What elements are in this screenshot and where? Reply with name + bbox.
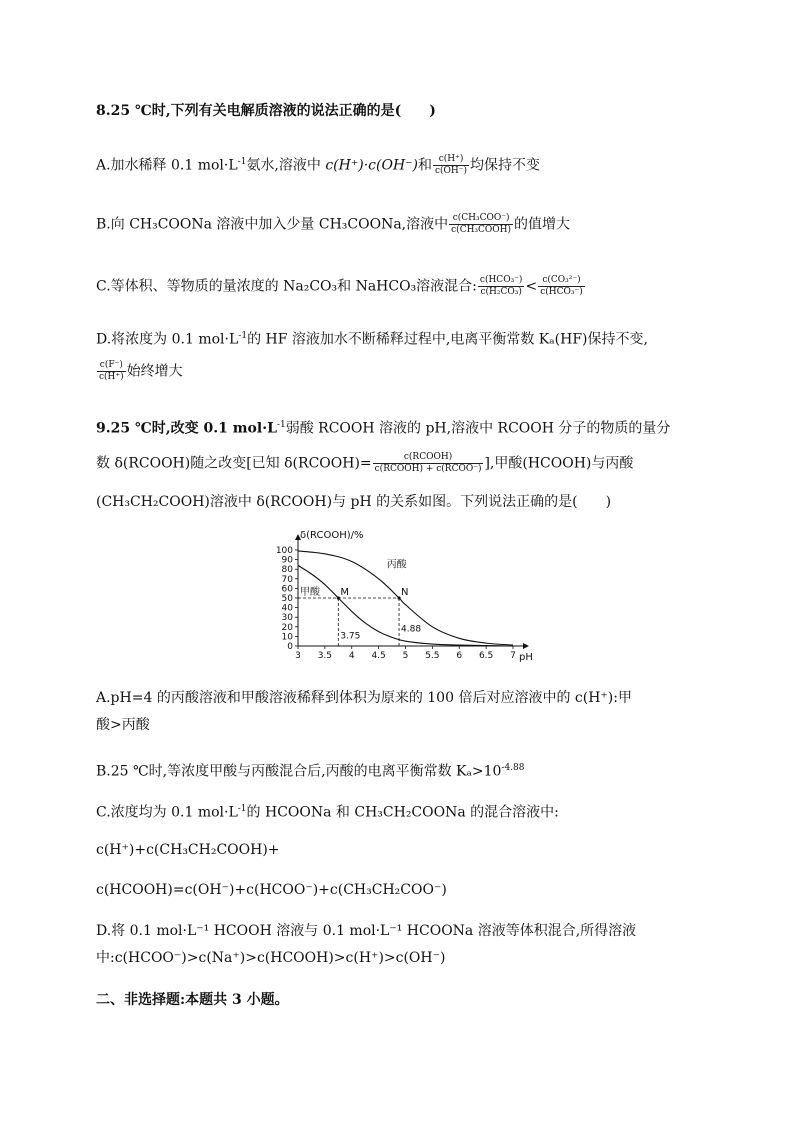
point-n-label: N (401, 587, 409, 598)
fraction: $\frac{c(H^+)}{c(OH^-)}$ (435, 154, 468, 177)
x-tick-label: 5.5 (425, 651, 440, 661)
q9-option-b: B.25 ℃时,等浓度甲酸与丙酸混合后,丙酸的电离平衡常数 $K_a>10^{-4.88}$ (96, 763, 525, 780)
x-tick-label: 3 (295, 651, 301, 661)
y-tick-label: 10 (281, 632, 293, 643)
series-label-formic: 甲酸 (300, 587, 320, 599)
x-tick-label: 4.5 (371, 651, 386, 661)
q9-option-d-line1: D.将 0.1 mol·L⁻¹ HCOOH 溶液与 0.1 mol·L⁻¹ HCOONa 溶液等体积混合,所得溶液 (96, 923, 637, 939)
y-tick-label: 20 (281, 622, 293, 633)
y-axis-label: δ(RCOOH)/% (300, 530, 364, 541)
q9-option-d-line2: 中:c(HCOO⁻)>c(Na⁺)>c(HCOOH)>c(H⁺)>c(OH⁻) (96, 950, 446, 966)
y-tick-label: 70 (281, 574, 293, 585)
question-9-stem-line2: 数 δ(RCOOH)随之改变[已知 δ(RCOOH)= $\frac{\text{c(RCOOH)}}{\text{c(RCOOH) + c(RCOO⁻)}}$ ],甲酸(HCOOH)与丙酸 (96, 452, 634, 474)
y-tick-label: 80 (281, 565, 293, 576)
point-m-label: M (340, 587, 349, 598)
q9-option-a-line2: 酸>丙酸 (96, 717, 150, 733)
x-axis-arrow-icon (523, 643, 529, 649)
q8-option-c: C.等体积、等物质的量浓度的 Na₂CO₃和 NaHCO₃溶液混合: $\frac{\text{c(HCO₃⁻)}}{\text{c(H₂CO₃)}}$ < $\frac{\text{c(CO₃²⁻)}}{\text{c(HCO₃⁻)}}$ (96, 275, 583, 297)
q9-option-c-line3: c(HCOOH)=c(OH⁻)+c(HCOO⁻)+c(CH₃CH₂COO⁻) (96, 882, 447, 898)
q9-option-c-line1: C.浓度均为 0.1 $mol\cdot L^{-1}$的 HCOONa 和 CH₃CH₂COONa 的混合溶液中: (96, 804, 559, 821)
series-label-propionic: 丙酸 (386, 559, 407, 571)
question-9-stem-line3: (CH₃CH₂COOH)溶液中 δ(RCOOH)与 pH 的关系如图。下列说法正确的是( ) (96, 494, 612, 510)
q8-option-b: B.向 CH₃COONa 溶液中加入少量 CH₃COONa,溶液中 $\frac{\text{c(CH₃COO⁻)}}{\text{c(CH₃COOH)}}$ 的值增大 (96, 213, 571, 235)
annotation-4-88: 4.88 (401, 624, 422, 635)
q9-option-c-line2: c(H⁺)+c(CH₃CH₂COOH)+ (96, 842, 280, 858)
y-tick-label: 50 (281, 594, 293, 604)
fraction: $\frac{\text{c(RCOOH)}}{\text{c(RCOOH) + c(RCOO⁻)}}$ (374, 452, 482, 474)
x-tick-label: 5 (402, 651, 409, 661)
annotation-3-75: 3.75 (340, 631, 361, 642)
y-tick-label: 100 (275, 546, 293, 556)
y-tick-label: 40 (281, 603, 293, 614)
y-tick-label: 90 (281, 555, 293, 566)
fraction: $\frac{\text{c(CH₃COO⁻)}}{\text{c(CH₃COOH)}}$ (451, 213, 512, 235)
q8-option-a: A.加水稀释 0.1 $mol\cdot L^{-1}$氨水,溶液中 c(H⁺)·c(OH⁻)和 $\frac{c(H^+)}{c(OH^-)}$ 均保持不变 (96, 154, 541, 177)
pka-distribution-chart (262, 528, 534, 666)
fraction: $\frac{\text{c(CO₃²⁻)}}{\text{c(HCO₃⁻)}}$ (540, 275, 583, 297)
q8-option-d-line1: D.将浓度为 0.1 $mol\cdot L^{-1}$的 HF 溶液加水不断稀释过程中,电离平衡常数 Kₐ(HF)保持不变, (96, 331, 648, 348)
q9-option-a-line1: A.pH=4 的丙酸溶液和甲酸溶液稀释到体积为原来的 100 倍后对应溶液中的 c(H⁺):甲 (96, 690, 632, 706)
fraction: $\frac{\text{c(HCO₃⁻)}}{\text{c(H₂CO₃)}}$ (479, 275, 523, 297)
y-tick-label: 30 (281, 613, 293, 624)
x-axis-label: pH (519, 652, 533, 663)
x-tick-label: 6.5 (478, 651, 494, 661)
x-tick-label: 7 (510, 651, 516, 661)
x-tick-label: 3.5 (317, 651, 333, 661)
fraction: $\frac{c(F^-)}{c(H^+)}$ (99, 360, 124, 382)
y-tick-label: 60 (281, 584, 293, 595)
question-9-stem-line1: 9.25 ℃时,改变 0.1 $mol\cdot L^{-1}$弱酸 RCOOH 溶液的 pH,溶液中 RCOOH 分子的物质的量分 (96, 420, 671, 437)
x-tick-label: 6 (456, 651, 463, 661)
x-tick-label: 4 (348, 651, 355, 661)
q8-option-d-line2: $\frac{c(F^-)}{c(H^+)}$ 始终增大 (99, 360, 183, 382)
question-8-stem: 8.25 ℃时,下列有关电解质溶液的说法正确的是( ) (96, 103, 436, 119)
section-title: 二、非选择题:本题共 3 小题。 (96, 992, 289, 1008)
y-tick-label: 0 (287, 642, 293, 652)
